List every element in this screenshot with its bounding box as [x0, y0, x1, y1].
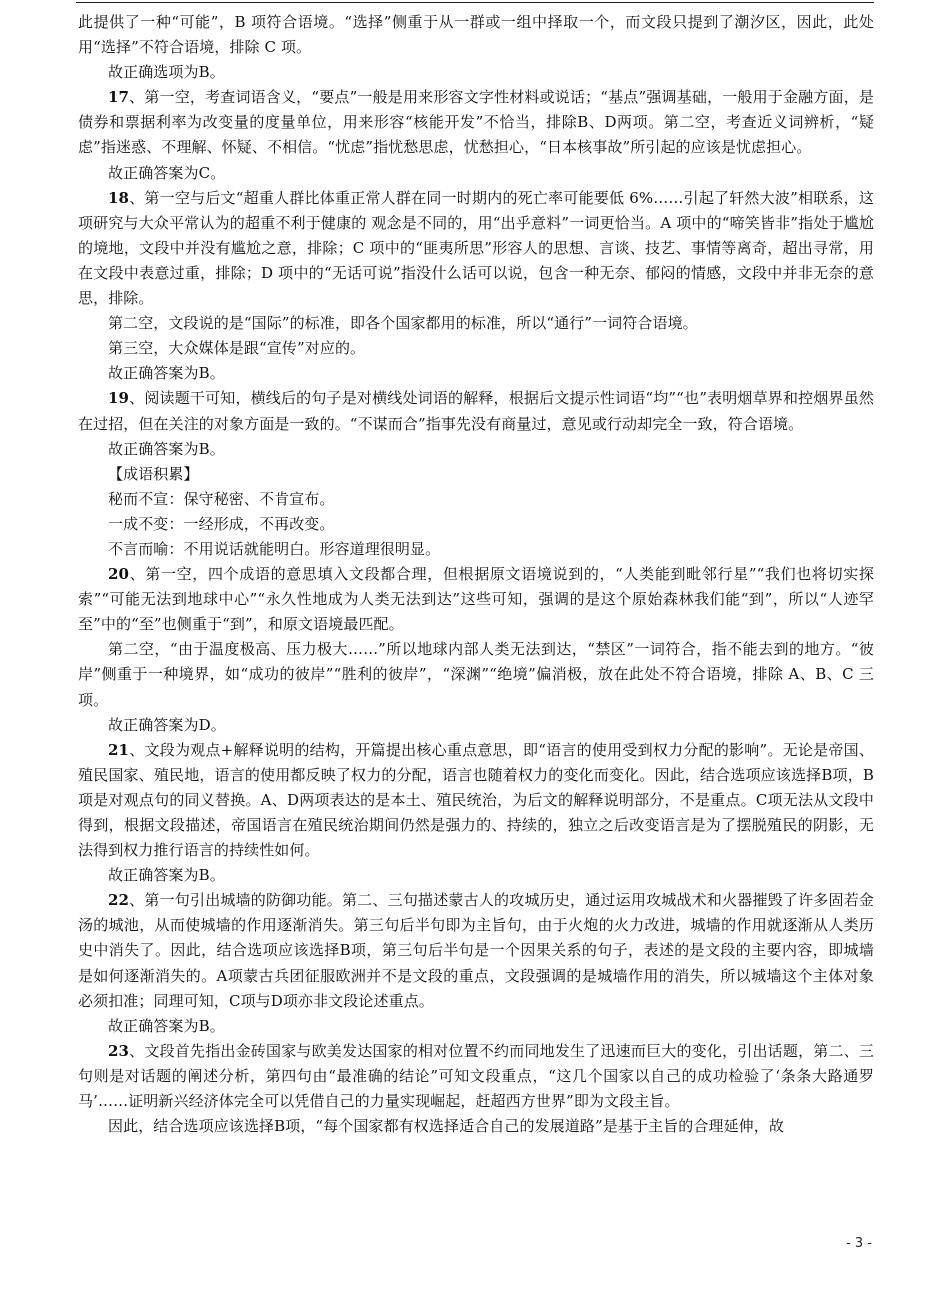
paragraph	[78, 512, 874, 537]
paragraph	[78, 637, 874, 712]
question-number: 23	[108, 1041, 130, 1060]
paragraph	[78, 437, 874, 462]
question-number: 18	[108, 188, 130, 207]
paragraph-text: 、第一空与后文“超重人群比体重正常人群在同一时期内的死亡率可能要低 6%……引起了轩然大波”相联系，这项研究与大众平常认为的超重不利于健康的 观念是不同的，用“出乎意料”一词更恰当。A 项中的“啼笑皆非”指处于尴尬的境地，文段中并没有尴尬之意，排除；C 项中的“匪夷所思”形容人的思想、言谈、技艺、事情等离奇，超出寻常，用在文段中表意过重，排除；D 项中的“无话可说”指没什么话可以说，包含一种无奈、郁闷的情感，文段中并非无奈的意思，排除。	[78, 188, 874, 308]
paragraph-text: 故正确答案为B。	[108, 439, 225, 458]
paragraph	[78, 888, 874, 1013]
question-number: 19	[108, 389, 130, 408]
paragraph-text: 、第一空，考查词语含义，“要点”一般是用来形容文字性材料或说话；“基点”强调基础，一般用于金融方面，是债券和票据利率为改变量的度量单位，用来形容“核能开发”不恰当，排除B、D两项。第二空，考查近义词辨析，“疑虑”指迷惑、不理解、怀疑、不相信。“忧虑”指忧愁思虑，忧愁担心，“日本核事故”所引起的应该是忧虑担心。	[78, 88, 874, 157]
paragraph-text: 第三空，大众媒体是跟“宣传”对应的。	[108, 339, 366, 358]
paragraph-text: 【成语积累】	[108, 464, 199, 483]
paragraph	[78, 336, 874, 361]
paragraph-text: 、第一空，四个成语的意思填入文段都合理，但根据原文语境说到的，“人类能到毗邻行星”“我们也将切实探索”“可能无法到地球中心”“永久性地成为人类无法到达”这些可知，强调的是这个原始森林我们能“到”，所以“人迹罕至”中的“至”也侧重于“到”，和原文语境最匹配。	[78, 565, 874, 634]
paragraph	[78, 1039, 874, 1114]
paragraph-text: 一成不变：一经形成，不再改变。	[108, 514, 335, 533]
paragraph-text: 故正确选项为B。	[108, 63, 225, 82]
header-rule	[76, 2, 874, 3]
paragraph	[78, 537, 874, 562]
paragraph-text: 、阅读题干可知，横线后的句子是对横线处词语的解释，根据后文提示性词语“均”“也”表明烟草界和控烟界虽然在过招，但在关注的对象方面是一致的。“不谋而合”指事先没有商量过，意见或行动却完全一致，符合语境。	[78, 389, 874, 433]
page-number: - 3 -	[846, 1236, 872, 1251]
paragraph	[78, 738, 874, 863]
paragraph-text: 第二空，文段说的是“国际”的标准，即各个国家都用的标准，所以“通行”一词符合语境。	[108, 314, 698, 333]
paragraph-text: 故正确答案为B。	[108, 1016, 225, 1035]
paragraph	[78, 60, 874, 85]
paragraph	[78, 361, 874, 386]
paragraph	[78, 713, 874, 738]
paragraph	[78, 462, 874, 487]
question-number: 22	[108, 891, 130, 910]
question-number: 20	[108, 565, 130, 584]
paragraph-text: 不言而喻：不用说话就能明白。形容道理很明显。	[108, 539, 441, 558]
paragraph-text: 故正确答案为B。	[108, 364, 225, 383]
paragraph-text: 因此，结合选项应该选择B项，“每个国家都有权选择适合自己的发展道路”是基于主旨的合理延伸，故	[108, 1117, 784, 1136]
question-number: 21	[108, 740, 130, 759]
paragraph	[78, 386, 874, 436]
paragraph-text: 故正确答案为D。	[108, 715, 226, 734]
paragraph	[78, 161, 874, 186]
paragraph	[78, 311, 874, 336]
paragraph-text: 故正确答案为B。	[108, 866, 225, 885]
paragraph	[78, 186, 874, 311]
paragraph	[78, 10, 874, 60]
paragraph-text: 、文段首先指出金砖国家与欧美发达国家的相对位置不约而同地发生了迅速而巨大的变化，引出话题，第二、三句则是对话题的阐述分析，第四句由“最准确的结论”可知文段重点，“这几个国家以自己的成功检验了‘条条大路通罗马’……证明新兴经济体完全可以凭借自己的力量实现崛起，赶超西方世界”即为文段主旨。	[78, 1041, 875, 1111]
paragraph-text: 此提供了一种“可能”，B 项符合语境。“选择”侧重于从一群或一组中择取一个，而文段只提到了潮汐区，因此，此处用“选择”不符合语境，排除 C 项。	[78, 13, 874, 57]
paragraph	[78, 1014, 874, 1039]
paragraph	[78, 1114, 874, 1139]
answer-explanations	[78, 10, 874, 1139]
paragraph-text: 第二空，“由于温度极高、压力极大……”所以地球内部人类无法到达，“禁区”一词符合，指不能去到的地方。“彼岸”侧重于一种境界，如“成功的彼岸”“胜利的彼岸”，“深渊”“绝境”偏消极，放在此处不符合语境，排除 A、B、C 三项。	[78, 640, 874, 709]
paragraph-text: 故正确答案为C。	[108, 163, 226, 182]
paragraph	[78, 562, 874, 637]
paragraph	[78, 487, 874, 512]
paragraph	[78, 863, 874, 888]
paragraph	[78, 85, 874, 160]
paragraph-text: 秘而不宣：保守秘密、不肯宣布。	[108, 489, 335, 508]
paragraph-text: 、第一句引出城墙的防御功能。第二、三句描述蒙古人的攻城历史，通过运用攻城战术和火器摧毁了许多固若金汤的城池，从而使城墙的作用逐渐消失。第三句后半句即为主旨句，由于火炮的火力改进，城墙的作用就逐渐从人类历史中消失了。因此，结合选项应该选择B项，第三句后半句是一个因果关系的句子，表述的是文段的主要内容，即城墙是如何逐渐消失的。A项蒙古兵团征服欧洲并不是文段的重点，文段强调的是城墙作用的消失，所以城墙这个主体对象必须扣准；同理可知，C项与D项亦非文段论述重点。	[78, 891, 874, 1010]
paragraph-text: 、文段为观点+解释说明的结构，开篇提出核心重点意思，即“语言的使用受到权力分配的影响”。无论是帝国、殖民国家、殖民地，语言的使用都反映了权力的分配，语言也随着权力的变化而变化。因此，结合选项应该选择B项，B项是对观点句的同义替换。A、D两项表达的是本土、殖民统治，为后文的解释说明部分，不是重点。C项无法从文段中得到，根据文段描述，帝国语言在殖民统治期间仍然是强力的、持续的，独立之后改变语言是为了摆脱殖民的阴影，无法得到权力推行语言的持续性如何。	[78, 740, 874, 860]
question-number: 17	[108, 88, 130, 107]
